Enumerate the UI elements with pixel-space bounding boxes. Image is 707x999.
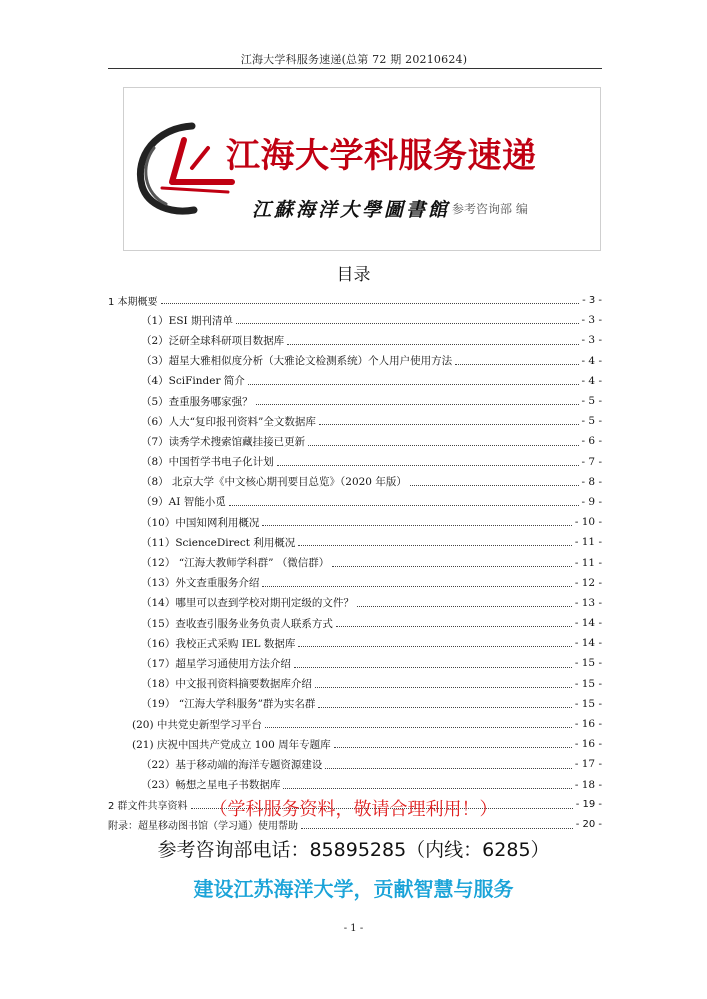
toc-entry-page: - 16 - [574,738,602,751]
toc-entry[interactable] [108,775,602,795]
toc-entry-page: - 11 - [574,536,602,549]
toc-leader-dots [308,444,578,446]
contact-phone: 参考咨询部电话：85895285（内线：6285） [157,839,550,861]
toc-entry[interactable] [108,371,602,391]
toc-entry-page: - 3 - [582,294,602,306]
toc-entry[interactable] [108,674,602,694]
toc-entry[interactable] [108,431,602,451]
toc-entry[interactable] [108,532,602,552]
toc-entry-title: （23）畅想之星电子书数据库 [141,779,281,792]
toc-entry-title: （22）基于移动端的海洋专题资源建设 [141,758,323,771]
toc-entry-page: - 3 - [581,314,602,327]
toc-entry-title: （10）中国知网利用概况 [141,516,260,529]
toc-entry-title: （9）AI 智能小觅 [141,496,226,509]
toc-entry-title: （2）泛研全球科研项目数据库 [141,334,285,347]
header-rule [108,68,602,69]
toc-leader-dots [277,464,579,466]
toc-leader-dots [229,504,579,506]
toc-entry-title: （8） 北京大学《中文核心期刊要目总览》（2020 年版） [141,476,407,489]
toc-leader-dots [287,343,578,345]
toc-entry-title: （14）哪里可以查到学校对期刊定级的文件？ [141,597,354,610]
toc-entry-page: - 15 - [574,697,602,710]
page-number: - 1 - [343,923,364,934]
toc-entry-title: （7）读秀学术搜索馆藏挂接已更新 [141,435,306,448]
toc-entry-title: （15）查收查引服务业务负责人联系方式 [141,617,333,630]
toc-entry-title: （1）ESI 期刊清单 [141,314,234,327]
toc-entry-title: （5）查重服务哪家强？ [141,395,253,408]
toc-entry[interactable] [108,472,602,492]
toc-leader-dots [161,302,580,304]
toc-entry[interactable] [108,492,602,512]
toc-entry[interactable] [108,552,602,572]
toc-heading: 目录 [336,265,371,285]
library-calligraphy: 江蘇海洋大學圖書館 [252,199,451,221]
toc-entry[interactable] [108,290,602,310]
toc-entry-page: - 14 - [574,637,602,650]
toc-entry-title: （18）中文报刊资料摘要数据库介绍 [141,678,312,691]
department-label: 参考咨询部 编 [452,202,528,216]
toc-entry-page: - 5 - [581,395,602,408]
toc-entry-page: - 15 - [574,677,602,690]
toc-entry[interactable] [108,714,602,734]
toc-leader-dots [455,363,578,365]
toc-leader-dots [283,787,571,789]
toc-leader-dots [265,726,572,728]
toc-leader-dots [256,403,579,405]
toc-entry-title: 2 群文件共享资料 [108,797,189,812]
toc-entry-title: 附录：超星移动图书馆（学习通）使用帮助 [108,817,299,832]
toc-leader-dots [298,645,572,647]
toc-entry-page: - 10 - [574,516,602,529]
toc-entry-page: - 4 - [581,374,602,387]
toc-entry-page: - 11 - [574,556,602,569]
toc-entry[interactable] [108,512,602,532]
toc-entry-title: （19） “江海大学科服务”群为实名群 [141,698,316,711]
toc-entry[interactable] [108,734,602,754]
toc-entry[interactable] [108,351,602,371]
running-header: 江海大学科服务速递(总第 72 期 20210624) [240,53,468,66]
toc-leader-dots [332,565,572,567]
toc-leader-dots [315,686,572,688]
toc-entry-page: - 12 - [574,576,602,589]
toc-leader-dots [262,524,571,526]
toc-entry[interactable] [108,613,602,633]
toc-leader-dots [319,423,579,425]
usage-notice: （学科服务资料，敬请合理利用！） [209,799,498,820]
toc-entry-page: - 13 - [574,596,602,609]
toc-entry-title: （11）ScienceDirect 利用概况 [141,536,296,549]
banner-title: 江海大学科服务速递 [226,136,537,176]
toc-entry-page: - 17 - [574,758,602,771]
toc-entry-title: 1 本期概要 [108,293,159,308]
toc-entry-page: - 3 - [581,334,602,347]
toc-entry-title: （4）SciFinder 简介 [141,375,245,388]
toc-leader-dots [298,544,572,546]
toc-leader-dots [318,706,571,708]
toc-entry-title: （12） “江海大教师学科群” （微信群） [141,557,330,570]
toc-entry-title: （3）超星大雅相似度分析（大雅论文检测系统）个人用户使用方法 [141,355,453,368]
toc-entry-title: (21) 庆祝中国共产党成立 100 周年专题库 [132,738,331,751]
toc-leader-dots [336,625,572,627]
toc-entry-title: （6）人大“复印报刊资料”全文数据库 [141,415,316,428]
toc-leader-dots [301,827,573,829]
toc-leader-dots [325,767,571,769]
toc-leader-dots [410,484,579,486]
toc-entry-page: - 14 - [574,617,602,630]
toc-leader-dots [357,605,572,607]
toc-entry[interactable] [108,310,602,330]
toc-entry-title: （13）外文查重服务介绍 [141,577,260,590]
toc-entry-page: - 15 - [574,657,602,670]
slogan: 建设江苏海洋大学，贡献智慧与服务 [193,877,514,901]
toc-entry-page: - 6 - [581,435,602,448]
toc-entry[interactable] [108,593,602,613]
toc-entry-page: - 19 - [575,799,602,811]
toc-entry-page: - 9 - [581,495,602,508]
toc-leader-dots [262,585,571,587]
toc-entry[interactable] [108,452,602,472]
toc-entry[interactable] [108,754,602,774]
toc-leader-dots [248,383,579,385]
toc-entry-title: (20) 中共党史新型学习平台 [132,718,262,731]
table-of-contents [108,290,602,835]
toc-leader-dots [236,322,579,324]
toc-entry-page: - 18 - [574,778,602,791]
toc-entry-title: （17）超星学习通使用方法介绍 [141,657,291,670]
toc-entry[interactable] [108,330,602,350]
toc-entry-page: - 8 - [581,475,602,488]
toc-leader-dots [294,666,572,668]
toc-entry[interactable] [108,391,602,411]
toc-entry-title: （16）我校正式采购 IEL 数据库 [141,637,296,650]
toc-entry-page: - 4 - [581,354,602,367]
toc-leader-dots [334,746,572,748]
toc-entry[interactable] [108,653,602,673]
toc-entry[interactable] [108,573,602,593]
toc-entry[interactable] [108,633,602,653]
toc-entry-page: - 20 - [575,819,602,831]
toc-entry-page: - 5 - [581,415,602,428]
toc-entry-page: - 7 - [581,455,602,468]
toc-entry[interactable] [108,694,602,714]
banner [123,87,601,251]
toc-entry-title: （8）中国哲学书电子化计划 [141,456,274,469]
toc-entry-page: - 16 - [574,718,602,731]
toc-entry[interactable] [108,411,602,431]
